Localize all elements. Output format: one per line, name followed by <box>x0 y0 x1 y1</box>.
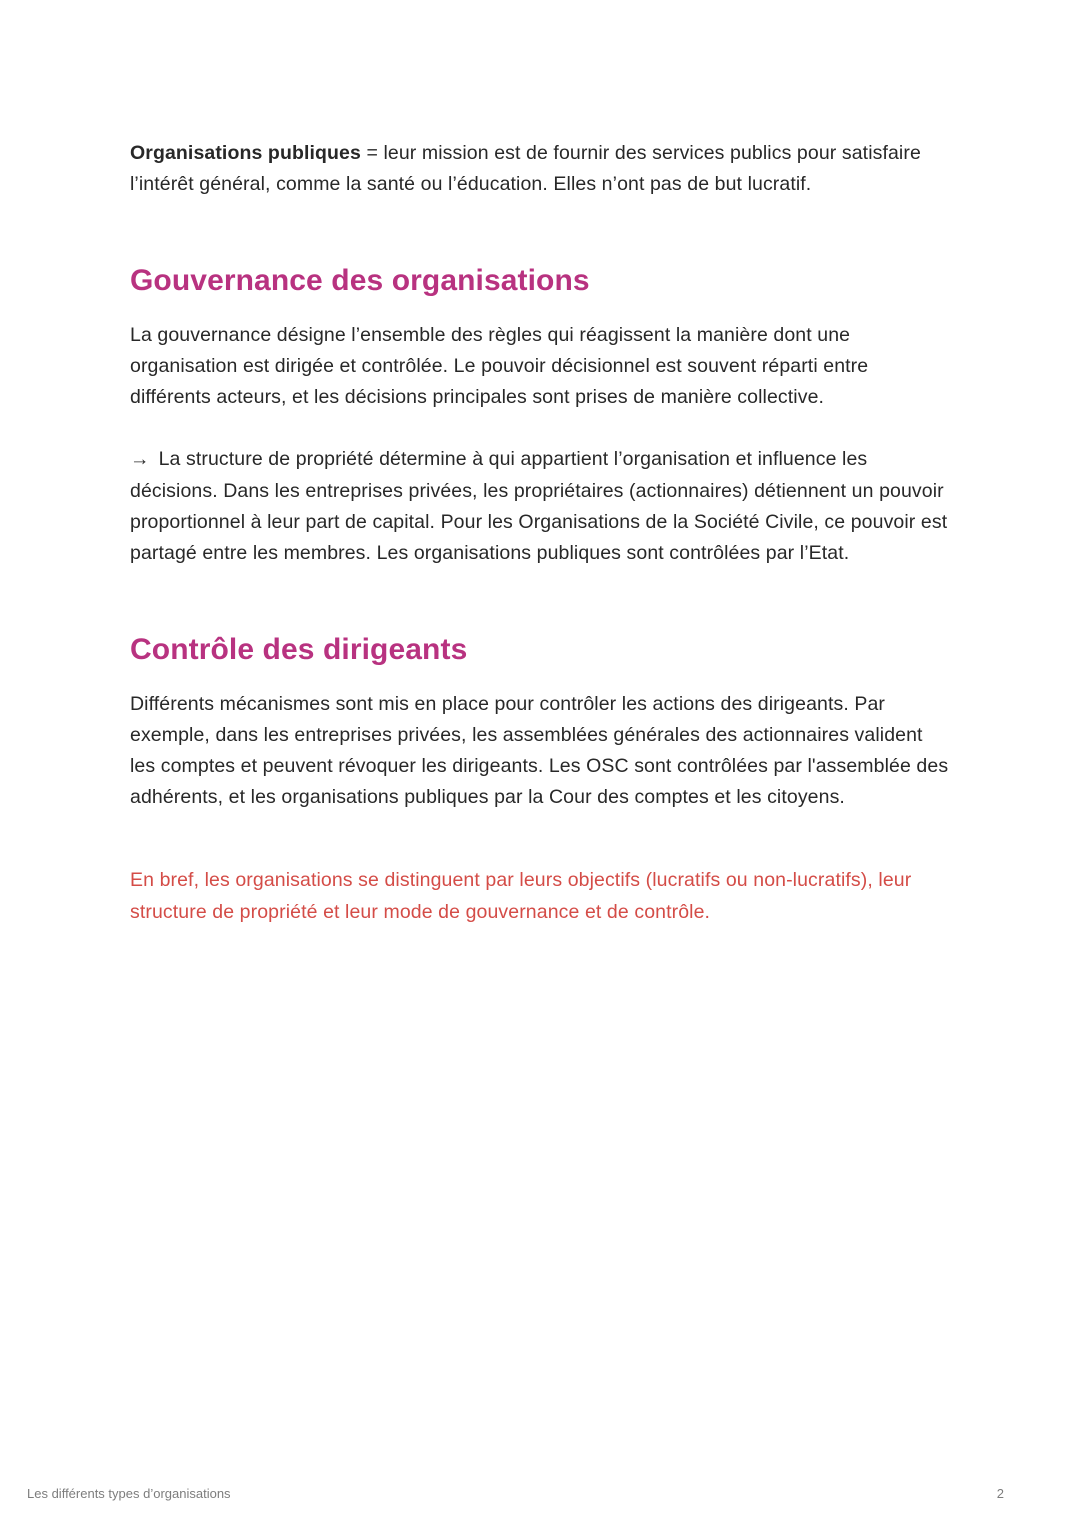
footer-document-title: Les différents types d’organisations <box>27 1486 231 1501</box>
governance-arrow-paragraph <box>130 444 950 569</box>
page-footer <box>27 1486 1004 1501</box>
intro-definition: = leur mission est de fournir des services publics pour satisfaire l’intérêt général, comme la santé ou l’éducation. Elles n’ont pas de but lucratif. <box>130 142 921 196</box>
footer-page-number: 2 <box>996 1486 1004 1501</box>
intro-paragraph <box>130 138 950 200</box>
heading-gouvernance: Gouvernance des organisations <box>130 264 590 298</box>
right-arrow-icon: → <box>130 448 150 471</box>
governance-arrow-text: La structure de propriété détermine à qui appartient l’organisation et influence les décisions. Dans les entreprises privées, les propriétaires (actionnaires) détiennent un pouvoir proportionnel à leur part de capital. Pour les Organisations de la Société Civile, ce pouvoir est partagé entre les membres. Les organisations publiques sont contrôlées par l’Etat. <box>130 448 948 564</box>
governance-paragraph: La gouvernance désigne l’ensemble des règles qui réagissent la manière dont une organisation est dirigée et contrôlée. Le pouvoir décisionnel est souvent réparti entre différents acteurs, et les décisions principales sont prises de manière collective. <box>130 323 869 409</box>
control-paragraph: Différents mécanismes sont mis en place pour contrôler les actions des dirigeants. Par exemple, dans les entreprises privées, les assemblées générales des actionnaires valident les comptes et peuvent révoquer les dirigeants. Les OSC sont contrôlées par l'assemblée des adhérents, et les organisations publiques par la Cour des comptes et les citoyens. <box>130 692 949 809</box>
summary-paragraph: En bref, les organisations se distinguent par leurs objectifs (lucratifs ou non-lucratifs), leur structure de propriété et leur mode de gouvernance et de contrôle. <box>130 869 912 923</box>
heading-controle: Contrôle des dirigeants <box>130 633 468 667</box>
intro-term: Organisations publiques <box>130 142 361 164</box>
